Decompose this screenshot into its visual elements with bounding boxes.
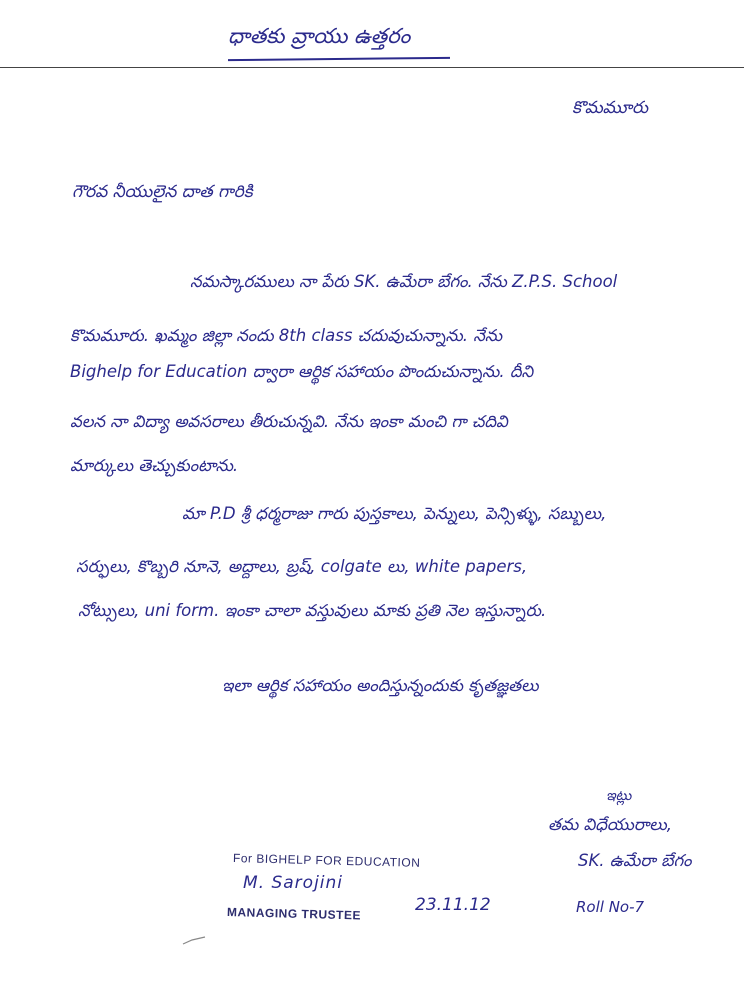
pencil-mark-icon bbox=[182, 936, 206, 946]
title-underline bbox=[228, 57, 450, 61]
stamp-org-line: For BIGHELP FOR EDUCATION bbox=[232, 851, 421, 870]
body-line-2: కొమమూరు. ఖమ్మం జిల్లా నందు 8th class చదువుచున్నాను. నేను bbox=[70, 326, 503, 345]
closing-signature: SK. ఉమేరా బేగం bbox=[578, 851, 692, 870]
letter-salutation: గౌరవ నీయులైన దాత గారికి bbox=[72, 182, 253, 202]
body-line-9: ఇలా ఆర్థిక సహాయం అందిస్తున్నందుకు కృతజ్ఞతలు bbox=[222, 676, 539, 695]
stamp-signature: M. Sarojini bbox=[243, 873, 344, 893]
body-line-8: నోట్సులు, uni form. ఇంకా చాలా వస్తువులు మాకు ప్రతి నెల ఇస్తున్నారు. bbox=[78, 601, 547, 620]
page-top-rule bbox=[0, 67, 744, 68]
body-line-7: సర్ఫులు, కొబ్బరి నూనె, అద్దాలు, బ్రష్, colgate లు, white papers, bbox=[76, 557, 528, 576]
body-line-3: Bighelp for Education ద్వారా ఆర్థిక సహాయం పొందుచున్నాను. దీని bbox=[70, 362, 534, 381]
closing-line-2: తమ విధేయురాలు, bbox=[548, 815, 672, 834]
body-line-4: వలన నా విద్యా అవసరాలు తీరుచున్నవి. నేను ఇంకా మంచి గా చదివి bbox=[70, 412, 508, 431]
body-line-6: మా P.D శ్రీ ధర్మరాజు గారు పుస్తకాలు, పెన్నులు, పెన్సిళ్ళు, సబ్బులు, bbox=[182, 504, 607, 523]
stamp-role-line: MANAGING TRUSTEE bbox=[226, 905, 362, 923]
body-line-1: నమస్కారములు నా పేరు SK. ఉమేరా బేగం. నేను Z.P.S. School bbox=[190, 272, 618, 291]
body-line-5: మార్కులు తెచ్చుకుంటాను. bbox=[70, 456, 239, 475]
closing-line-1: ఇట్లు bbox=[606, 788, 632, 804]
letter-place: కొమమూరు bbox=[572, 98, 648, 118]
roll-number: Roll No-7 bbox=[576, 898, 645, 916]
letter-title: ధాతకు వ్రాయు ఉత్తరం bbox=[228, 24, 411, 48]
stamp-date: 23.11.12 bbox=[415, 895, 491, 915]
